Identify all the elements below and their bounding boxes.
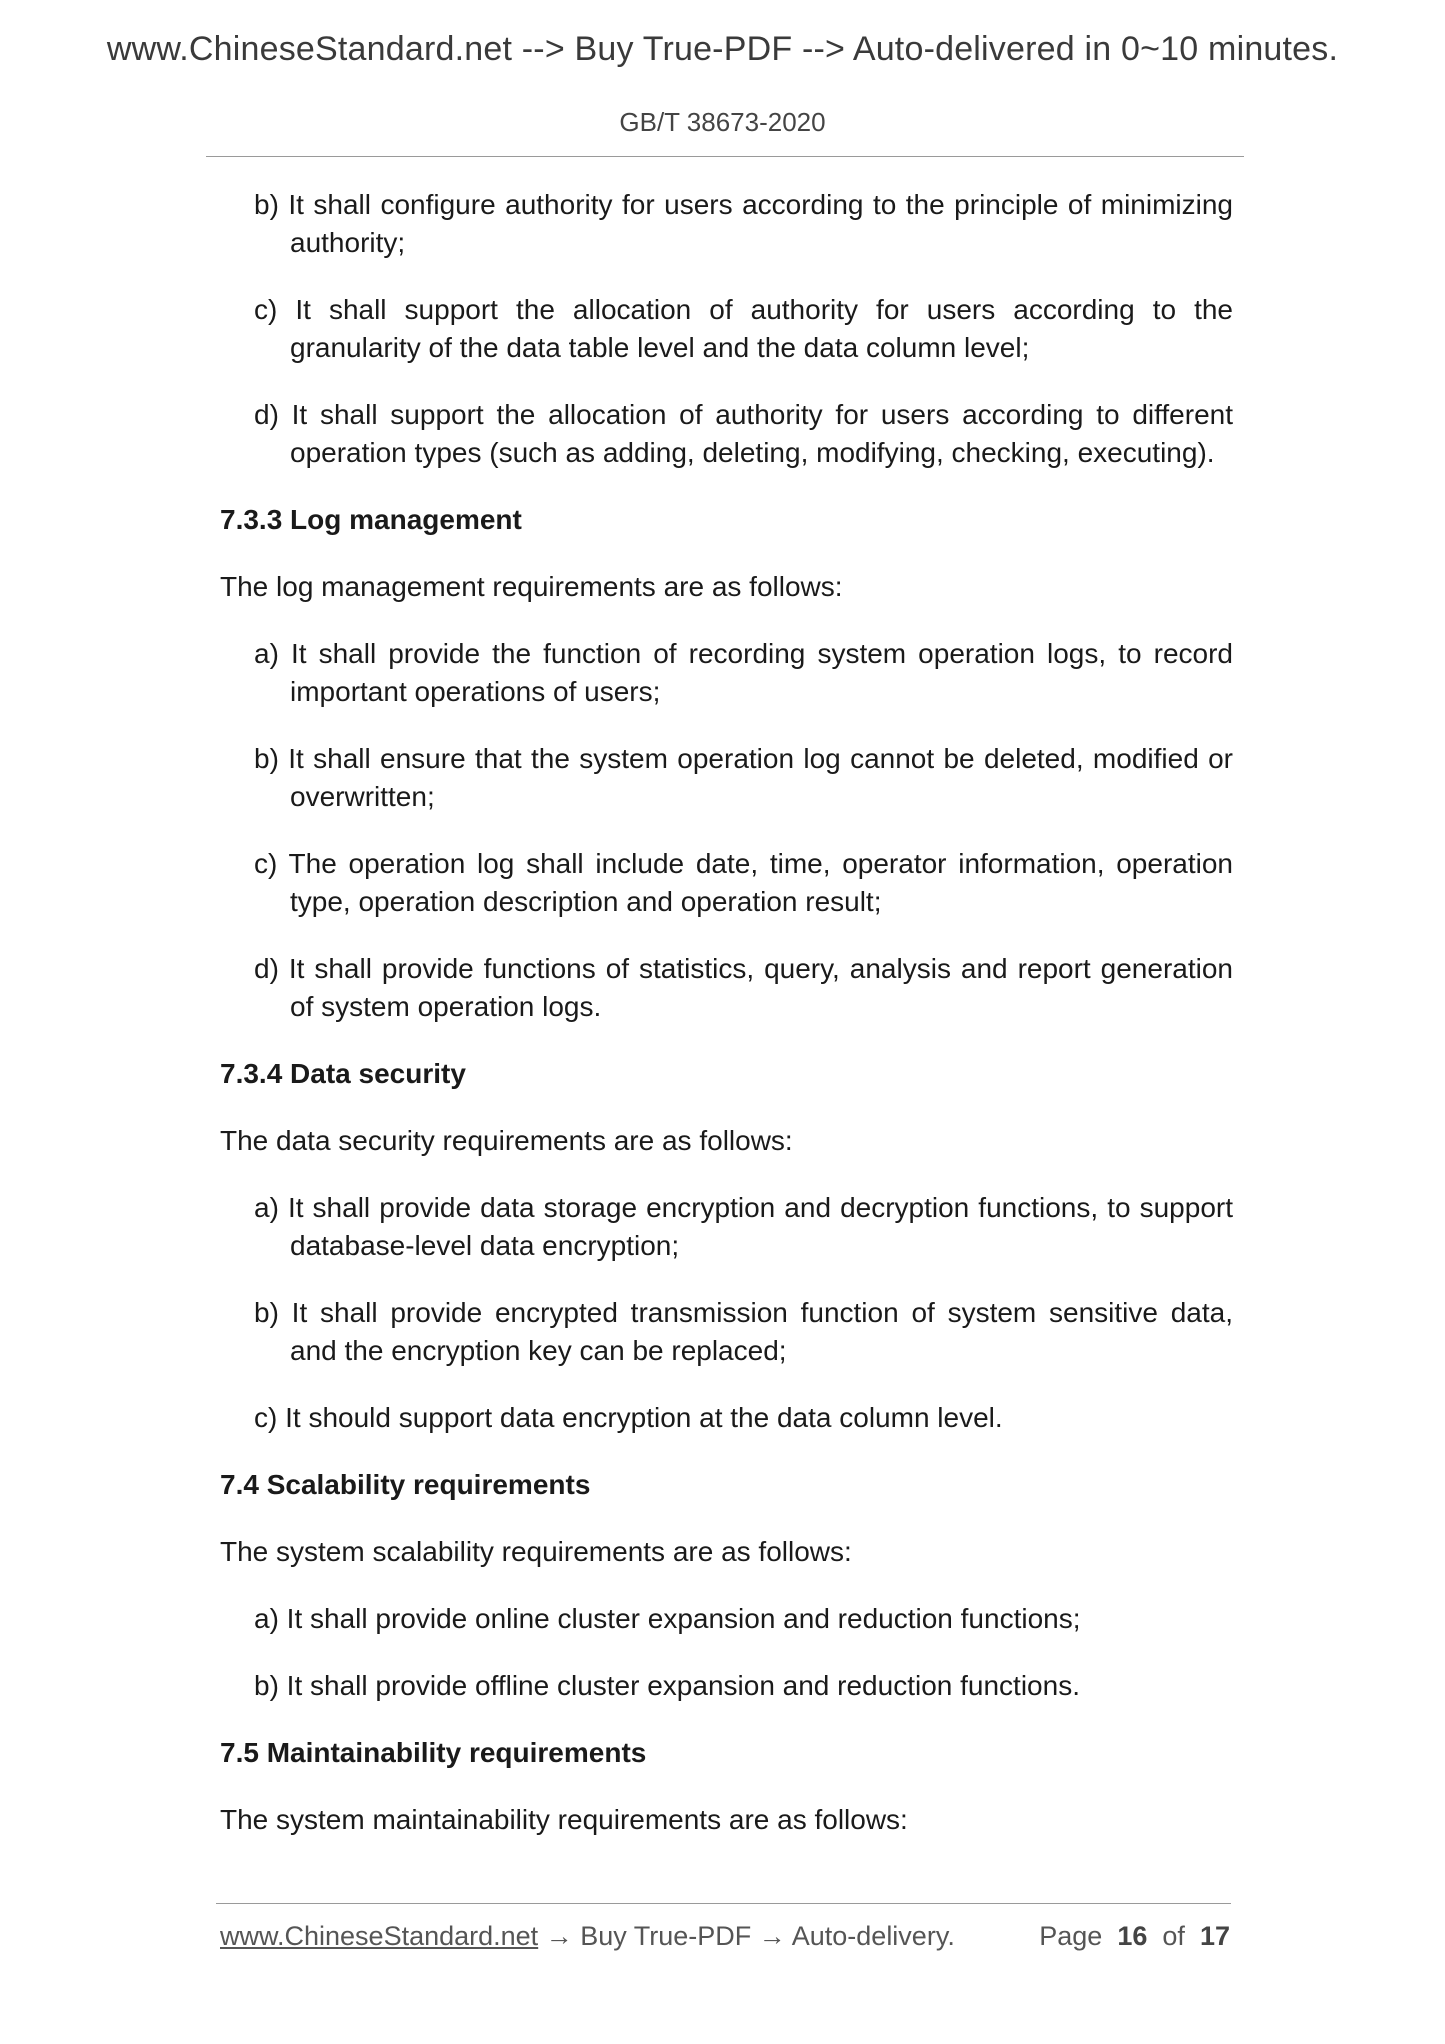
list-item: a) It shall provide online cluster expansion and reduction functions; [254,1603,1081,1634]
list-item: b) It shall configure authority for users according to the principle of minimizing authority; [254,189,1233,258]
list-item: b) It shall provide offline cluster expansion and reduction functions. [254,1670,1080,1701]
section-intro: The data security requirements are as follows: [220,1125,793,1156]
list-item: a) It shall provide the function of recording system operation logs, to record important operations of users; [254,638,1233,707]
list-item: d) It shall provide functions of statistics, query, analysis and report generation of system operation logs. [254,953,1233,1022]
page-body [220,186,1233,1868]
of-label: of [1162,1921,1185,1951]
footer-tagline: → Buy True-PDF → Auto-delivery. [538,1921,955,1951]
top-banner: www.ChineseStandard.net --> Buy True-PDF --> Auto-delivered in 0~10 minutes. [106,30,1339,68]
section-heading: 7.4 Scalability requirements [220,1469,591,1500]
footer-site-link[interactable]: www.ChineseStandard.net [220,1921,539,1951]
header-divider [206,156,1244,157]
list-item: c) The operation log shall include date, time, operator information, operation type, operation description and operation result; [254,848,1233,917]
section-intro: The system maintainability requirements are as follows: [220,1804,908,1835]
footer-left [220,1921,955,1952]
list-item: d) It shall support the allocation of authority for users according to different operation types (such as adding, deleting, modifying, checking, executing). [254,399,1233,468]
page-label: Page [1039,1921,1103,1951]
section-heading: 7.5 Maintainability requirements [220,1737,647,1768]
list-item: c) It should support data encryption at the data column level. [254,1402,1003,1433]
document-code: GB/T 38673-2020 [619,107,826,137]
page-total: 17 [1199,1921,1230,1951]
list-item: b) It shall provide encrypted transmission function of system sensitive data, and the encryption key can be replaced; [254,1297,1233,1366]
list-item: a) It shall provide data storage encryption and decryption functions, to support database-level data encryption; [254,1192,1233,1261]
section-heading: 7.3.4 Data security [220,1058,466,1089]
footer-divider [216,1903,1231,1904]
list-item: b) It shall ensure that the system operation log cannot be deleted, modified or overwritten; [254,743,1233,812]
content-blocks [220,186,1233,1839]
section-intro: The system scalability requirements are as follows: [220,1536,852,1567]
page-number: 16 [1117,1921,1148,1951]
section-heading: 7.3.3 Log management [220,504,522,535]
section-intro: The log management requirements are as follows: [220,571,843,602]
page-indicator [1039,1921,1230,1952]
list-item: c) It shall support the allocation of authority for users according to the granularity of the data table level and the data column level; [254,294,1233,363]
